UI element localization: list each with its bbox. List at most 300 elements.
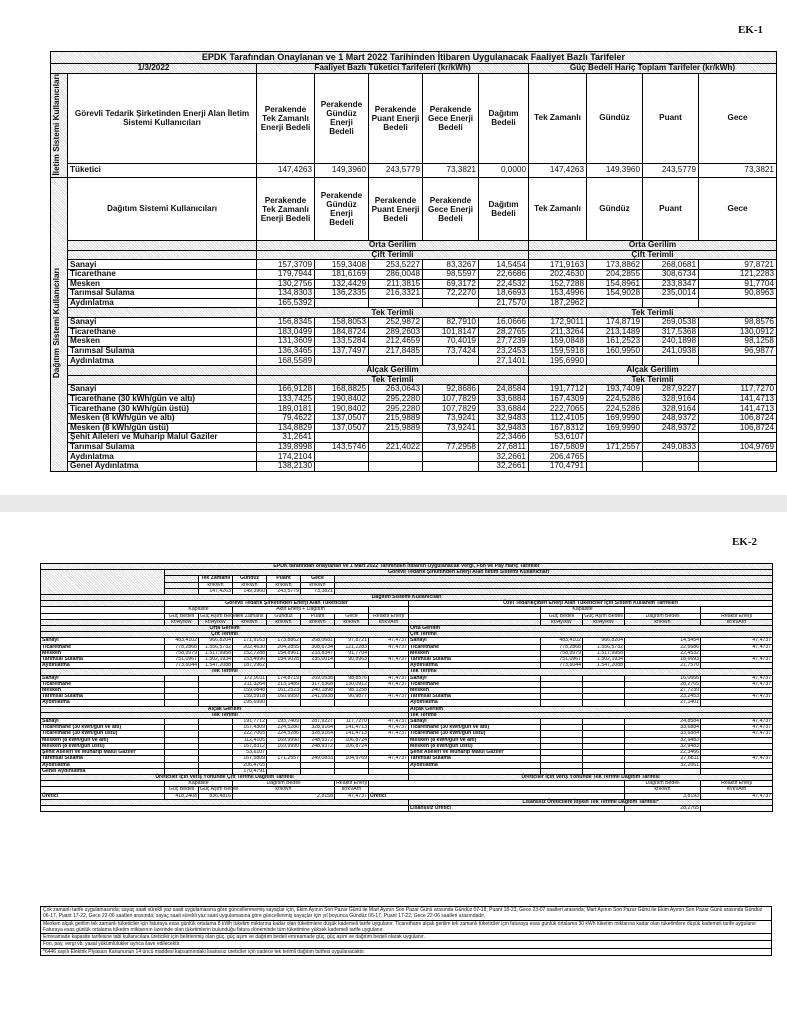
- value-cell: 132,4429: [315, 279, 369, 289]
- dagitim-header-row: [51, 178, 777, 241]
- value-cell: [369, 298, 423, 308]
- value-cell: 187,2962: [529, 298, 587, 308]
- value-cell: 98,1258: [699, 337, 777, 347]
- value-cell: 204,2855: [267, 644, 301, 650]
- value-cell: [643, 356, 699, 366]
- tariff-type: Çift Terimli: [529, 250, 777, 260]
- value-cell: 159,5918: [529, 346, 587, 356]
- row-label: Üretici: [369, 793, 625, 799]
- value-cell: 77,2958: [423, 442, 479, 452]
- value-cell: 27,1401: [479, 356, 529, 366]
- value-cell: 47,4737: [701, 638, 773, 644]
- value-cell: 216,3321: [369, 289, 423, 299]
- value-cell: 167,5809: [233, 756, 267, 762]
- value-cell: 70,4019: [423, 337, 479, 347]
- value-cell: 130,0912: [699, 327, 777, 337]
- row-label: Mesken (8 kWh/gün üstü): [68, 423, 257, 433]
- value-cell: [315, 298, 369, 308]
- side-dagitim: [51, 178, 68, 471]
- value-cell: 47,4737: [701, 657, 773, 663]
- value-cell: 174,8719: [587, 318, 643, 328]
- value-cell: 169,9990: [587, 423, 643, 433]
- row-label: Aydınlatma: [68, 452, 257, 462]
- value-cell: 147,4263: [199, 588, 233, 594]
- value-cell: 483,4102: [165, 638, 199, 644]
- value-cell: 241,0938: [301, 694, 335, 700]
- value-cell: 47,4737: [369, 681, 409, 687]
- value-cell: 33,6884: [625, 731, 701, 737]
- value-cell: 73,3821: [699, 163, 777, 178]
- value-cell: 47,4737: [701, 681, 773, 687]
- value-cell: 773,6044: [165, 663, 199, 669]
- table-row: [51, 442, 777, 452]
- table-row: [51, 270, 777, 280]
- value-cell: 91,7704: [699, 279, 777, 289]
- value-cell: 2,8158: [233, 793, 335, 799]
- row-label: Ticarethane (30 kWh/gün ve altı): [409, 725, 541, 731]
- value-cell: 171,9163: [233, 638, 267, 644]
- right-header: Özel Tedarikçiden Enerji Alan Tüketiciler İçin Sistem Kullanım Tarifeleri: [409, 601, 773, 607]
- value-cell: 21,7570: [479, 298, 529, 308]
- side-label: İletim Sistemi Kullanıcıları: [52, 73, 61, 176]
- value-cell: 137,0507: [315, 413, 369, 423]
- value-cell: 47,4737: [701, 793, 773, 799]
- column-header: Dağıtım Bedeli: [233, 781, 335, 787]
- value-cell: 133,5284: [315, 337, 369, 347]
- value-cell: 171,9163: [529, 260, 587, 270]
- column-header: Perakende Tek Zamanlı Enerji Bedeli: [257, 178, 315, 241]
- value-cell: 778,2866: [165, 644, 199, 650]
- value-cell: 73,3821: [423, 163, 479, 178]
- value-cell: 1.556,5732: [199, 644, 233, 650]
- side-label: Dağıtım Sistemi Kullanıcıları: [52, 268, 61, 379]
- row-label: Tarımsal Sulama: [68, 289, 257, 299]
- column-header: Puant: [643, 178, 699, 241]
- value-cell: 222,7065: [233, 731, 267, 737]
- left-header: Görevli Tedarik Şirketinden Enerji Alan Tüketiciler: [165, 601, 409, 607]
- value-cell: 966,8204: [583, 638, 625, 644]
- table-title: EPDK Tarafından Onaylanan ve 1 Mart 2022 Tarihinden İtibaren Uygulanacak Faaliyet Bazlı Tarifeler: [51, 52, 777, 64]
- value-cell: 167,8312: [233, 743, 267, 749]
- value-cell: 248,9372: [301, 737, 335, 743]
- value-cell: [699, 461, 777, 471]
- value-cell: 269,0538: [643, 318, 699, 328]
- table-row: [51, 318, 777, 328]
- value-cell: 22,3466: [479, 433, 529, 443]
- row-label: Ticarethane: [409, 644, 541, 650]
- value-cell: 168,8825: [315, 385, 369, 395]
- value-cell: 121,2283: [335, 644, 369, 650]
- level-row: [51, 241, 777, 251]
- row-label: Tarımsal Sulama: [409, 694, 541, 700]
- row-label: Sanayi: [41, 638, 165, 644]
- value-cell: [699, 433, 777, 443]
- cell: [68, 241, 257, 251]
- value-cell: 0,0000: [479, 163, 529, 178]
- row-label: Tarımsal Sulama: [409, 657, 541, 663]
- value-cell: 106,8724: [699, 413, 777, 423]
- value-cell: 154,9028: [587, 289, 643, 299]
- column-header: Tek Zamanlı: [529, 73, 587, 163]
- table-row: [51, 260, 777, 270]
- value-cell: [423, 461, 479, 471]
- value-cell: 154,8961: [267, 650, 301, 656]
- voltage-level: Orta Gerilim: [409, 626, 773, 632]
- column-header: Gündüz: [587, 178, 643, 241]
- value-cell: 159,3408: [315, 260, 369, 270]
- table-row: [51, 289, 777, 299]
- value-cell: 1.517,9958: [583, 650, 625, 656]
- table-row: [51, 279, 777, 289]
- value-cell: 32,2661: [625, 762, 701, 768]
- row-label: Tarımsal Sulama: [68, 442, 257, 452]
- row-label: Aydınlatma: [409, 700, 541, 706]
- value-cell: 166,9128: [257, 385, 315, 395]
- column-header: Gece: [335, 613, 369, 619]
- value-cell: [423, 433, 479, 443]
- value-cell: 137,0507: [315, 423, 369, 433]
- value-cell: 53,6107: [529, 433, 587, 443]
- row-label: Şehit Aileleri ve Muharip Malul Gaziler: [41, 750, 165, 756]
- value-cell: 3,8193: [625, 793, 701, 799]
- value-cell: 173,8862: [587, 260, 643, 270]
- value-cell: 483,4102: [541, 638, 583, 644]
- value-cell: 98,5597: [423, 270, 479, 280]
- group-kapasite: Kapasite: [165, 781, 233, 787]
- value-cell: 69,3172: [423, 279, 479, 289]
- value-cell: 141,4713: [699, 404, 777, 414]
- value-cell: 153,4996: [529, 289, 587, 299]
- voltage-level: Orta Gerilim: [529, 241, 777, 251]
- value-cell: 222,7065: [529, 404, 587, 414]
- value-cell: 27,1401: [625, 700, 701, 706]
- iletim-header: Görevli Tedarik Şirketinden Enerji Alan İletim Sistemi Kullanıcıları: [68, 73, 257, 163]
- unit-cell: kr/kWh: [301, 582, 335, 588]
- page-ek1: [0, 0, 787, 495]
- row-label: Tarımsal Sulama: [41, 756, 165, 762]
- value-cell: 18,6693: [625, 657, 701, 663]
- value-cell: 191,7712: [529, 385, 587, 395]
- group-row: [51, 64, 777, 74]
- value-cell: 1.547,2088: [199, 663, 233, 669]
- row-label: Sanayi: [409, 638, 541, 644]
- value-cell: 758,9979: [165, 650, 199, 656]
- voltage-level: Alçak Gerilim: [529, 365, 777, 375]
- column-header: Dağıtım Bedeli: [625, 781, 701, 787]
- level-row: [51, 365, 777, 375]
- row-label: Mesken (8 kWh/gün üstü): [409, 743, 541, 749]
- value-cell: 161,2523: [267, 688, 301, 694]
- table-row: [51, 327, 777, 337]
- group-aktif: Aktif Enerji + Dağıtım: [233, 607, 369, 613]
- unit-cell: kr/kWh: [233, 619, 267, 625]
- footnote: Emreamade kapasite tarifesine tabi kullanıcılara üreticiler için belirlenmiş olan güç, güç aşım ve dağıtım bedeli emreamade güç, güç aşım ve dağıtım bedeli olarak uygulanır.: [40, 934, 772, 941]
- value-cell: 136,2335: [315, 289, 369, 299]
- row-label: Genel Aydınlatma: [41, 768, 165, 774]
- value-cell: 189,0181: [257, 404, 315, 414]
- row-label: Mesken (8 kWh/gün ve altı): [409, 737, 541, 743]
- value-cell: 161,2523: [587, 337, 643, 347]
- title-row: [51, 52, 777, 64]
- value-cell: 169,9990: [267, 743, 301, 749]
- column-header: Reaktif Enerji: [336, 780, 367, 787]
- value-cell: 32,9483: [625, 737, 701, 743]
- value-cell: 134,8829: [257, 423, 315, 433]
- value-cell: 174,8719: [267, 675, 301, 681]
- value-cell: 121,2283: [699, 270, 777, 280]
- column-header: Puant: [643, 73, 699, 163]
- unit-cell: kr/kWh: [267, 619, 301, 625]
- group-right-header: Güç Bedeli Hariç Toplam Tarifeler (kr/kWh): [529, 64, 777, 74]
- value-cell: [587, 298, 643, 308]
- column-header: Tek Zamanlı: [199, 576, 233, 582]
- value-cell: 130,0912: [335, 681, 369, 687]
- value-cell: [315, 433, 369, 443]
- value-cell: 23,2453: [625, 694, 701, 700]
- side-iletim: [51, 73, 68, 178]
- column-header: Gündüz: [233, 576, 267, 582]
- unit-cell: kr/Ay/kW: [541, 619, 583, 625]
- value-cell: 202,4630: [529, 270, 587, 280]
- value-cell: [587, 461, 643, 471]
- value-cell: 328,9164: [643, 404, 699, 414]
- value-cell: 72,2270: [423, 289, 479, 299]
- value-cell: 191,7712: [233, 719, 267, 725]
- value-cell: 90,8963: [335, 657, 369, 663]
- value-cell: 73,9241: [423, 413, 479, 423]
- value-cell: 98,8576: [335, 675, 369, 681]
- unit-cell: kr/kVArh: [369, 619, 409, 625]
- value-cell: 253,5227: [369, 260, 423, 270]
- value-cell: 158,8053: [315, 318, 369, 328]
- column-header: Perakende Gece Enerji Bedeli: [423, 73, 479, 163]
- table-row: [51, 452, 777, 462]
- value-cell: 131,3609: [257, 337, 315, 347]
- footnotes: [40, 906, 772, 956]
- value-cell: 22,6686: [479, 270, 529, 280]
- value-cell: 47,4737: [369, 756, 409, 762]
- value-cell: 106,8724: [699, 423, 777, 433]
- value-cell: 141,4713: [699, 394, 777, 404]
- value-cell: 147,4263: [257, 163, 315, 178]
- value-cell: 243,5779: [369, 163, 423, 178]
- value-cell: [699, 298, 777, 308]
- row-label: Genel Aydınlatma: [68, 461, 257, 471]
- value-cell: 206,4765: [233, 762, 267, 768]
- table-title: EPDK tarafından onaylanan ve 1 Mart 2022 Tarihinden İtibaren Uygulanacak Vergi, Fon ve Pay Hariç Tarifeler: [41, 564, 773, 570]
- value-cell: 106,8724: [335, 737, 369, 743]
- column-header: Tek Zamanlı: [233, 613, 267, 619]
- voltage-level: Alçak Gerilim: [257, 365, 529, 375]
- value-cell: 96,9877: [699, 346, 777, 356]
- value-cell: 33,6884: [479, 394, 529, 404]
- value-cell: [587, 356, 643, 366]
- value-cell: 224,5286: [267, 725, 301, 731]
- row-label: Ticarethane: [409, 681, 541, 687]
- column-header: Gece: [699, 73, 777, 163]
- tariff-type: Tek Terimli: [41, 712, 409, 718]
- value-cell: 295,2280: [369, 404, 423, 414]
- value-cell: 248,9372: [643, 413, 699, 423]
- value-cell: 183,0499: [257, 327, 315, 337]
- column-header: Güç Aşım Bedeli: [584, 612, 623, 619]
- value-cell: 90,8963: [699, 289, 777, 299]
- value-cell: 138,2130: [257, 461, 315, 471]
- value-cell: 97,8721: [335, 638, 369, 644]
- value-cell: 179,7944: [257, 270, 315, 280]
- column-header: Güç Aşım Bedeli: [200, 786, 239, 793]
- row-label: Ticarethane (30 kWh/gün ve altı): [41, 725, 165, 731]
- row-label: Ticarethane (30 kWh/gün üstü): [41, 731, 165, 737]
- table-row: [51, 356, 777, 366]
- value-cell: 213,1489: [587, 327, 643, 337]
- value-cell: 147,4263: [529, 163, 587, 178]
- table-row: [51, 346, 777, 356]
- value-cell: 167,4309: [529, 394, 587, 404]
- value-cell: 154,9028: [267, 657, 301, 663]
- row-label: Üretici: [41, 793, 165, 799]
- value-cell: 27,6811: [479, 442, 529, 452]
- row-label: Mesken: [68, 337, 257, 347]
- value-cell: 190,8402: [315, 394, 369, 404]
- value-cell: 160,9950: [267, 694, 301, 700]
- value-cell: 1.502,1934: [199, 657, 233, 663]
- value-cell: 193,7409: [267, 719, 301, 725]
- value-cell: 240,1898: [301, 688, 335, 694]
- value-cell: 154,8961: [587, 279, 643, 289]
- row-label: Tüketici: [68, 163, 257, 178]
- unit-cell: kr/kVArh: [335, 787, 369, 793]
- value-cell: [643, 452, 699, 462]
- row-label: Tarımsal Sulama: [41, 657, 165, 663]
- value-cell: 117,7270: [699, 385, 777, 395]
- unit-cell: kr/kWh: [233, 787, 335, 793]
- column-header: Reaktif Enerji: [369, 613, 409, 619]
- value-cell: 47,4737: [701, 719, 773, 725]
- value-cell: 134,8303: [257, 289, 315, 299]
- tariff-type: Çift Terimli: [257, 250, 529, 260]
- value-cell: [369, 433, 423, 443]
- value-cell: 211,3815: [369, 279, 423, 289]
- value-cell: 181,6169: [315, 270, 369, 280]
- column-header: Güç Aşım Bedeli: [200, 612, 239, 619]
- value-cell: 28,2765: [625, 681, 701, 687]
- value-cell: 14,5454: [479, 260, 529, 270]
- row-label: Tarımsal Sulama: [41, 694, 165, 700]
- unlicensed-header: Lisanssız Üreticilere İlişkin Tek Terimli Dağıtım Tarifesi*: [409, 799, 773, 805]
- row-label: Ticarethane (30 kWh/gün üstü): [68, 404, 257, 414]
- cell: [68, 375, 257, 385]
- row-label: Sanayi: [409, 675, 541, 681]
- row-label: Mesken: [409, 650, 541, 656]
- value-cell: [369, 356, 423, 366]
- value-cell: 202,4630: [233, 644, 267, 650]
- value-cell: 18,6693: [479, 289, 529, 299]
- row-label: Sanayi: [68, 260, 257, 270]
- table-row: [51, 433, 777, 443]
- value-cell: 141,4713: [335, 725, 369, 731]
- value-cell: 172,9011: [529, 318, 587, 328]
- voltage-level: Alçak Gerilim: [41, 706, 409, 712]
- value-cell: 32,9483: [625, 743, 701, 749]
- unit-cell: kr/kVArh: [701, 787, 773, 793]
- cell: [701, 805, 773, 811]
- column-header: Reaktif Enerji: [701, 781, 773, 787]
- value-cell: 28,2765: [479, 327, 529, 337]
- value-cell: 16,0666: [479, 318, 529, 328]
- row-label: Aydınlatma: [409, 762, 541, 768]
- value-cell: 317,5368: [301, 681, 335, 687]
- column-header: Perakende Puant Enerji Bedeli: [369, 178, 423, 241]
- value-cell: 24,8584: [625, 719, 701, 725]
- value-cell: 73,9241: [423, 423, 479, 433]
- value-cell: 96,9877: [335, 694, 369, 700]
- row-label: Ticarethane: [68, 327, 257, 337]
- value-cell: 249,0833: [643, 442, 699, 452]
- tariff-type: Tek Terimli: [529, 308, 777, 318]
- value-cell: [315, 452, 369, 462]
- value-cell: 106,8724: [335, 743, 369, 749]
- subsection-row: [51, 308, 777, 318]
- value-cell: [369, 461, 423, 471]
- unit-cell: kr/kWh: [335, 619, 369, 625]
- value-cell: 204,2855: [587, 270, 643, 280]
- value-cell: [315, 461, 369, 471]
- value-cell: 107,7829: [423, 404, 479, 414]
- value-cell: 47,4737: [701, 731, 773, 737]
- value-cell: 159,0848: [233, 688, 267, 694]
- value-cell: 112,4105: [529, 413, 587, 423]
- value-cell: 149,3960: [315, 163, 369, 178]
- row-label: Sanayi: [68, 385, 257, 395]
- value-cell: 160,9950: [587, 346, 643, 356]
- voltage-level: Alçak Gerilim: [409, 706, 773, 712]
- row-label: Mesken: [68, 279, 257, 289]
- value-cell: 137,7497: [315, 346, 369, 356]
- table-row: [51, 394, 777, 404]
- table-row: [51, 413, 777, 423]
- value-cell: 152,7288: [233, 650, 267, 656]
- value-cell: 47,4737: [369, 731, 409, 737]
- row-label: Tarımsal Sulama: [409, 756, 541, 762]
- value-cell: 23,2453: [479, 346, 529, 356]
- table-row: [51, 337, 777, 347]
- iletim-header: Görevli Tedarik Şirketinden Enerji Alan İletim Sistemi Kullanıcıları: [165, 570, 773, 576]
- value-cell: 211,3264: [233, 681, 267, 687]
- unit-cell: kr/kWh: [233, 582, 267, 588]
- row-label: Mesken (8 kWh/gün ve altı): [41, 737, 165, 743]
- value-cell: 215,9889: [369, 423, 423, 433]
- value-cell: 217,8485: [369, 346, 423, 356]
- value-cell: 233,8347: [301, 650, 335, 656]
- value-cell: 167,8312: [529, 423, 587, 433]
- value-cell: [643, 461, 699, 471]
- value-cell: 159,0848: [529, 337, 587, 347]
- footnote: Çok zamanlı tarife uygulamasında; sayaç saati sürekli yaz saati uygulamasına göre güncellenmemiş sayaçlar için, Ekim Ayının Son Pazar Günü ile Mart Ayının Son Pazar Günü arasında Gündüz 07-18, Puant 18-23, Gece 23-07 saatleri arasında; Mart Ayının Son Pazar Günü ile Ekim Ayının Son Pazar Günü arasında Gündüz 06-17, Puant 17-22, Gece 22-06 saatleri arasında; sayaç saati sürekli yaz saati uygulamasına göre güncellenmiş sayaçlar için yıl boyunca Gündüz 06-17, Puant 17-22, Gece 22-06 saatleri arasındadır.: [40, 906, 772, 921]
- value-cell: 153,4996: [233, 657, 267, 663]
- value-cell: 136,3465: [257, 346, 315, 356]
- value-cell: [699, 452, 777, 462]
- value-cell: 91,7704: [335, 650, 369, 656]
- value-cell: 211,3264: [529, 327, 587, 337]
- value-cell: 248,9372: [643, 423, 699, 433]
- value-cell: 143,5746: [315, 442, 369, 452]
- footnote: *6446 sayılı Elektrik Piyasası Kanununun 14 üncü maddesi kapsamındaki lisanssız üreticiler için sadece tek terimli dağıtım tarifesi uygulanacaktır.: [40, 949, 772, 956]
- row-label: Sanayi: [68, 318, 257, 328]
- page-code: EK-1: [737, 24, 763, 36]
- unit-cell: kr/Ay/kW: [165, 619, 199, 625]
- value-cell: 224,5286: [587, 404, 643, 414]
